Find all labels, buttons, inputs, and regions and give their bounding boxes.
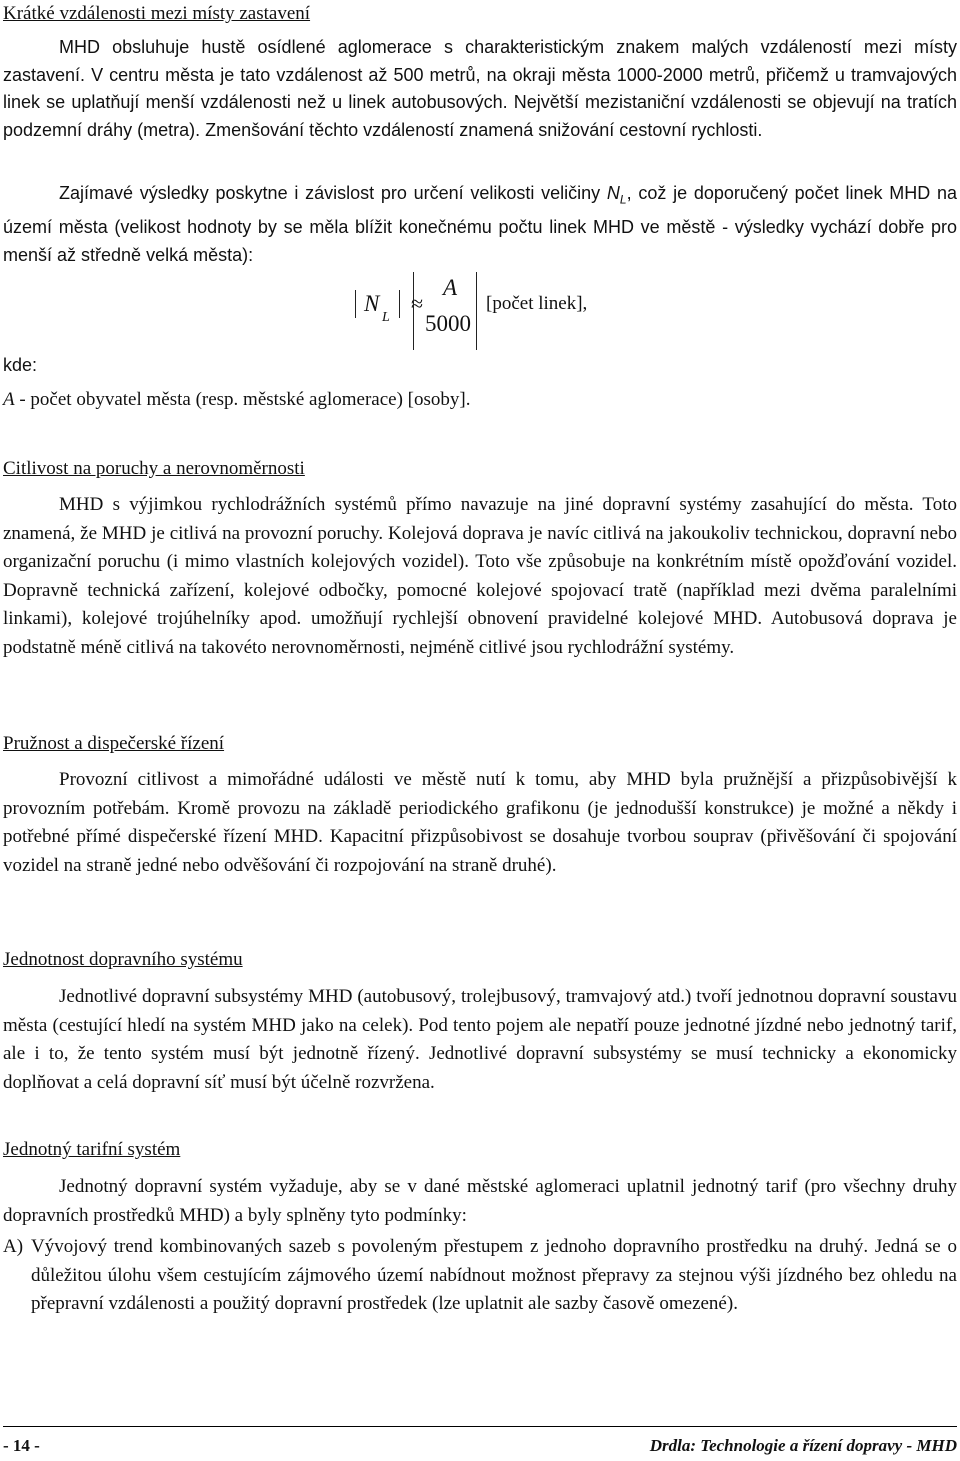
- definition-text: - počet obyvatel města (resp. městské aglomerace) [osoby].: [14, 389, 471, 410]
- formula-numerator: A: [443, 275, 458, 300]
- flexibility-paragraph: Provozní citlivost a mimořádné události ve městě nutí k tomu, aby MHD byla pružnější a přizpůsobivější k provozním potřebám. Kromě provozu na základě periodického grafikonu (je jednodušší konstrukce) je možné a někdy i potřebné přímé dispečerské řízení MHD. Kapacitní přizpůsobivost se dosahuje tvorbou souprav (přivěšování či spojování vozidel na straně jedné nebo odvěšování či rozpojování na straně druhé).: [3, 769, 957, 876]
- definition-line: [3, 386, 957, 415]
- formula-bracket-right: [399, 290, 400, 318]
- nl-symbol: N: [606, 183, 620, 203]
- footer-rule: [3, 1426, 957, 1427]
- definition-symbol: A: [3, 389, 15, 410]
- formula-bar-left: [413, 272, 414, 350]
- formula-lhs-subscript: L: [382, 310, 390, 325]
- unity-paragraph: Jednotlivé dopravní subsystémy MHD (autobusový, trolejbusový, tramvajový atd.) tvoří jednotnou dopravní soustavu města (cestující hledí na systém MHD jako na celek). Pod tento pojem ale nepatří pouze jednotné jízdné nebo jednotný tarif, ale i to, že tento systém musí být jednotně řízený. Jednotlivé dopravní subsystémy se musí technicky a ekonomicky doplňovat a celá dopravní síť musí být účelně rozvržena.: [3, 986, 957, 1093]
- formula-bracket-left: [355, 290, 356, 318]
- section-heading-short-distances: Krátké vzdálenosti mezi místy zastavení: [3, 3, 311, 24]
- section-heading-flexibility: Pružnost a dispečerské řízení: [3, 733, 225, 754]
- formula-bar-right: [476, 272, 477, 350]
- tariff-condition-label: A): [3, 1236, 24, 1257]
- formula-lhs-symbol: N: [364, 291, 380, 316]
- section-heading-sensitivity: Citlivost na poruchy a nerovnoměrnosti: [3, 458, 305, 479]
- nl-formula: [355, 272, 655, 362]
- nl-subscript: L: [619, 192, 627, 207]
- short-distances-paragraph: MHD obsluhuje hustě osídlené aglomerace s charakteristickým znakem malých vzdáleností mezi místy zastavení. V centru města je tato vzdálenost až 500 metrů, na okraji města 1000-2000 metrů, přičemž u tramvajových linek se uplatňují menší vzdálenosti než u linek autobusových. Největší mezistaniční vzdálenosti se objevují na tratích podzemní dráhy (metra). Zmenšování těchto vzdáleností znamená snižování cestovní rychlosti.: [3, 37, 957, 140]
- formula-unit: [počet linek],: [486, 293, 588, 314]
- tariff-condition-text: Vývojový trend kombinovaných sazeb s povoleným přestupem z jednoho dopravního prostředku na druhý. Jedná se o důležitou úlohu všem cestujícím zájmového území nabídnout možnost přepravy za stejnou výši jízdného bez ohledu na přepravní vzdálenosti a použitý dopravní prostředek (lze uplatnit ale sazby časově omezené).: [31, 1236, 957, 1314]
- tariff-paragraph: Jednotný dopravní systém vyžaduje, aby se v dané městské aglomeraci uplatnil jednotný tarif (pro všechny druhy dopravních prostředků MHD) a byly splněny tyto podmínky:: [3, 1176, 957, 1226]
- section-heading-tariff: Jednotný tarifní systém: [3, 1139, 181, 1160]
- formula-approx-sign: ≈: [411, 291, 424, 316]
- sensitivity-paragraph: MHD s výjimkou rychlodrážních systémů přímo navazuje na jiné dopravní systémy zasahující do města. Toto znamená, že MHD je citlivá na provozní poruchy. Kolejová doprava je navíc citlivá na jakoukoliv technickou, dopravní nebo organizační poruchu (i mimo vlastních kolejových vozidel). Toto vše způsobuje na konkrétním místě opožďování vozidel. Dopravně technická zařízení, kolejové odbočky, pomocné kolejové spojovací tratě (například mezi dvěma paralelními linkami), kolejové trojúhelníky apod. umožňují rychlejší obnovení pravidelné kolejové MHD. Autobusová doprava je podstatně méně citlivá na takovéto nerovnoměrnosti, nejméně citlivé jsou rychlodrážní systémy.: [3, 494, 957, 658]
- formula-denominator: 5000: [425, 311, 471, 336]
- nl-intro-text: Zajímavé výsledky poskytne i závislost pro určení velikosti veličiny: [59, 183, 601, 203]
- footer-title: Drdla: Technologie a řízení dopravy - MHD: [649, 1436, 957, 1455]
- nl-continuation-text: , což je doporučený počet linek MHD na území města (velikost hodnoty by se měla blížit konečnému počtu linek MHD ve městě - výsledky vychází dobře pro menší až středně velká města):: [3, 183, 957, 265]
- nl-paragraph: [3, 180, 957, 269]
- kde-label: kde:: [3, 355, 38, 375]
- page-number: - 14 -: [3, 1436, 40, 1455]
- section-heading-unity: Jednotnost dopravního systému: [3, 949, 243, 970]
- tariff-condition-item: [3, 1233, 957, 1319]
